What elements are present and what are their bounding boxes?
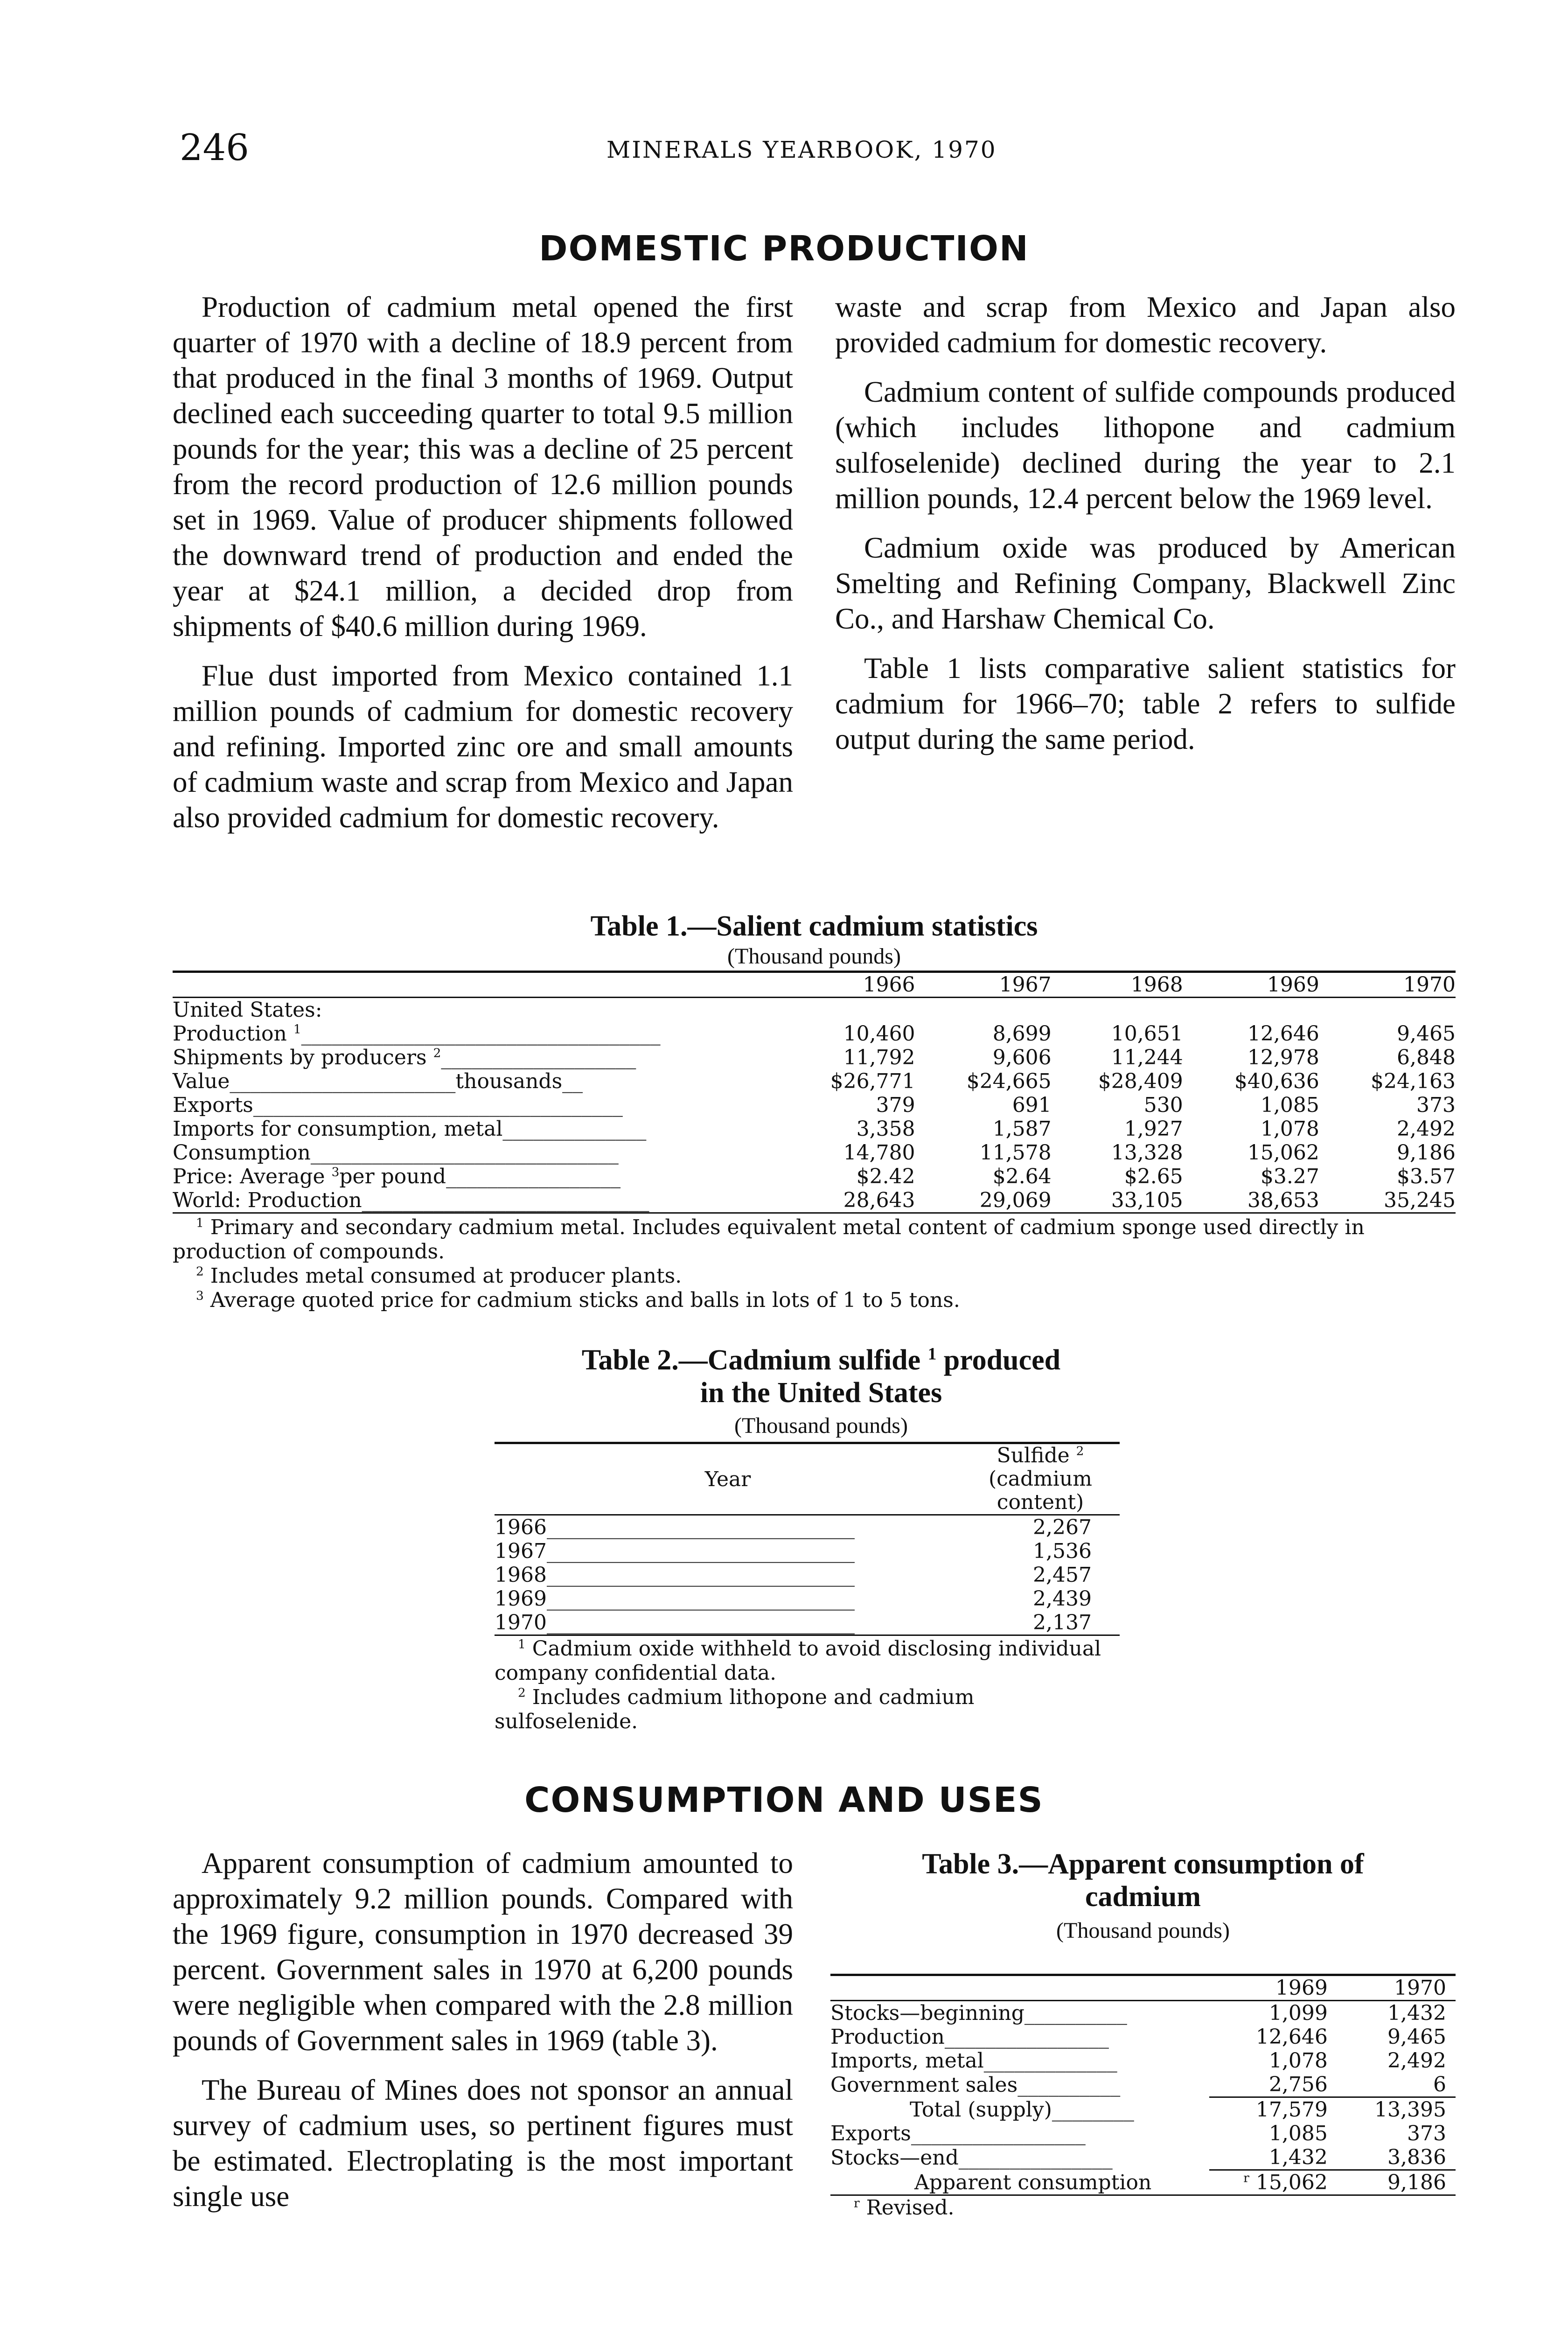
table1-year-1969: 1969 — [1267, 973, 1319, 997]
cell: $26,771 — [830, 1069, 915, 1093]
row-label: Exports — [830, 2122, 911, 2145]
table-row — [495, 1516, 1120, 1539]
table2-col-sulfide-text: content) — [997, 1490, 1084, 1514]
cell: 691 — [1012, 1093, 1052, 1117]
table-row — [495, 1563, 1120, 1587]
table2 — [495, 1442, 1120, 1734]
row-label: Stocks—end — [830, 2145, 959, 2170]
cell: 9,186 — [1387, 2171, 1446, 2194]
cell: $2.65 — [1124, 1165, 1183, 1188]
cell: 1,432 — [1387, 2001, 1446, 2025]
cell: 29,069 — [979, 1188, 1052, 1212]
cell: 1,099 — [1268, 2001, 1328, 2025]
table1-footnote-2 — [173, 1264, 1456, 1288]
footnote-text: Revised. — [859, 2196, 955, 2220]
table-row — [830, 2122, 1456, 2145]
cell: 6 — [1433, 2073, 1446, 2096]
consumption-paragraph-2: The Bureau of Mines does not sponsor an annual survey of cadmium uses, so pertinent figures must be estimated. Electroplating is the most important single use — [173, 2074, 793, 2213]
row-leader: _____________ — [983, 2049, 1117, 2073]
domestic-paragraph-4: Cadmium oxide was produced by American Smelting and Refining Company, Blackwell Zinc Co., and Harshaw Chemical Co. — [835, 531, 1456, 635]
row-label: 1968 — [495, 1563, 547, 1587]
table-row — [830, 2001, 1456, 2025]
cell: 14,780 — [843, 1141, 915, 1165]
cell: 1,927 — [1124, 1117, 1183, 1141]
cell: $3.57 — [1397, 1165, 1456, 1188]
row-leader: ___________________ — [441, 1046, 636, 1069]
cell: 2,492 — [1387, 2049, 1446, 2073]
row-leader: ______________________________ — [546, 1611, 855, 1634]
table-row — [173, 1188, 1456, 1213]
cell: $28,409 — [1098, 1069, 1183, 1093]
cell: 9,465 — [1387, 2025, 1446, 2049]
table1-header-row — [173, 973, 1456, 998]
table-row — [173, 1069, 1456, 1093]
table2-footnotes — [495, 1637, 1120, 1734]
footnote-mark: 3 — [331, 1165, 340, 1180]
table-row — [830, 2073, 1456, 2097]
cell: 9,606 — [992, 1046, 1052, 1069]
row-label: Exports — [173, 1093, 253, 1117]
cell: 12,646 — [1247, 1022, 1319, 1046]
row-leader: _________________ — [911, 2122, 1086, 2145]
cell: 3,358 — [856, 1117, 915, 1141]
cell: 1,587 — [992, 1117, 1052, 1141]
table-row — [830, 2049, 1456, 2073]
row-leader: __________ — [1017, 2073, 1121, 2097]
domestic-paragraph-3: Cadmium content of sulfide compounds produced (which includes lithopone and cadmium sulfoselenide) declined during the year to 2.1 million pounds, 12.4 percent below the 1969 level. — [835, 376, 1456, 515]
row-label: Consumption — [173, 1141, 311, 1165]
cell: 17,579 — [1255, 2098, 1328, 2122]
row-leader: _______________ — [958, 2145, 1113, 2170]
table3-apparent-row — [830, 2171, 1456, 2195]
row-label: Shipments by producers — [173, 1046, 433, 1069]
footnote-mark: 1 — [196, 1215, 204, 1230]
footnote-mark: 2 — [1076, 1444, 1084, 1459]
table-row — [173, 1165, 1456, 1188]
row-label: Total (supply) — [910, 2098, 1052, 2122]
table2-col-sulfide-text: (cadmium — [988, 1467, 1093, 1491]
cell: 379 — [876, 1093, 915, 1117]
cell: 2,457 — [1033, 1563, 1092, 1587]
cell: 6,848 — [1397, 1046, 1456, 1069]
page-number: 246 — [180, 127, 249, 169]
cell: 530 — [1143, 1093, 1183, 1117]
cell: 1,085 — [1268, 2122, 1328, 2145]
table1-footnote-3 — [173, 1288, 1456, 1313]
cell: 13,395 — [1374, 2098, 1446, 2122]
row-leader: ______________________________ — [546, 1587, 855, 1611]
cell: $24,163 — [1371, 1069, 1456, 1093]
footnote-text: Cadmium oxide withheld to avoid disclosing individual company confidential data. — [495, 1637, 1101, 1685]
cell: 11,578 — [979, 1141, 1052, 1165]
footnote-mark: r — [854, 2196, 860, 2211]
running-title: MINERALS YEARBOOK, 1970 — [606, 136, 997, 163]
table-row — [173, 1117, 1456, 1141]
row-leader: ____________________________ — [362, 1188, 649, 1212]
row-leader: __________ — [1024, 2001, 1127, 2025]
cell: 2,439 — [1033, 1587, 1092, 1611]
row-label: Price: Average — [173, 1165, 332, 1188]
table-row — [495, 1587, 1120, 1611]
table3-title-text: Table 3.—Apparent consumption of — [922, 1848, 1364, 1880]
cell: 1,085 — [1260, 1093, 1319, 1117]
table-row — [830, 2025, 1456, 2049]
table2-units: (Thousand pounds) — [734, 1413, 908, 1438]
footnote-mark: 2 — [196, 1264, 204, 1279]
footnote-mark: 2 — [433, 1046, 441, 1061]
table2-title-text: produced — [936, 1344, 1061, 1376]
cell: 9,465 — [1397, 1022, 1456, 1046]
table3-title-text: cadmium — [1085, 1881, 1201, 1913]
table1-year-1968: 1968 — [1130, 973, 1183, 997]
section-heading-domestic: DOMESTIC PRODUCTION — [539, 229, 1029, 269]
cell-value: 15,062 — [1255, 2171, 1328, 2194]
cell: $2.64 — [992, 1165, 1052, 1188]
cell: 8,699 — [992, 1022, 1052, 1046]
row-leader: ____________________________________ — [253, 1093, 623, 1117]
cell: 3,836 — [1387, 2145, 1446, 2169]
row-label: Imports, metal — [830, 2049, 984, 2073]
table2-col-sulfide — [961, 1444, 1120, 1515]
table2-title — [490, 1344, 1152, 1409]
table3-year-1970: 1970 — [1394, 1976, 1446, 2000]
cell: 373 — [1407, 2122, 1446, 2145]
cell: 10,460 — [843, 1022, 915, 1046]
table3-footnote — [830, 2196, 1456, 2220]
row-label: Stocks—beginning — [830, 2001, 1024, 2025]
table1-footnotes — [173, 1215, 1456, 1313]
cell: 38,653 — [1247, 1188, 1319, 1212]
table1-year-1966: 1966 — [863, 973, 915, 997]
cell: 12,646 — [1255, 2025, 1328, 2049]
row-leader: ________________ — [944, 2025, 1109, 2049]
row-label: 1967 — [495, 1539, 547, 1563]
row-label: Government sales — [830, 2073, 1018, 2097]
section-heading-consumption: CONSUMPTION AND USES — [524, 1780, 1044, 1820]
table2-header-row — [495, 1444, 1120, 1515]
domestic-left-column — [173, 289, 793, 834]
cell: 11,244 — [1111, 1046, 1183, 1069]
cell: 2,137 — [1033, 1611, 1092, 1634]
footnote-text: Average quoted price for cadmium sticks and balls in lots of 1 to 5 tons. — [203, 1288, 960, 1312]
row-label: Value — [173, 1069, 230, 1093]
table1-title: Table 1.—Salient cadmium statistics — [590, 910, 1038, 942]
cell: $2.42 — [856, 1165, 915, 1188]
cell: 10,651 — [1111, 1022, 1183, 1046]
table-row — [495, 1611, 1120, 1635]
cell: 28,643 — [843, 1188, 915, 1212]
consumption-left-column — [173, 1845, 793, 2228]
cell: 9,186 — [1397, 1141, 1456, 1165]
footnote-text: Includes metal consumed at producer plants. — [203, 1264, 682, 1288]
table-row — [173, 1046, 1456, 1069]
cell: $40,636 — [1234, 1069, 1319, 1093]
row-label: Imports for consumption, metal — [173, 1117, 503, 1141]
footnote-mark: 3 — [196, 1288, 204, 1303]
table3 — [830, 1974, 1456, 2220]
cell: 11,792 — [843, 1046, 915, 1069]
row-label: Apparent consumption — [914, 2171, 1152, 2194]
cell: $3.27 — [1260, 1165, 1319, 1188]
domestic-paragraph-5: Table 1 lists comparative salient statistics for cadmium for 1966–70; table 2 refers to sulfide output during the same period. — [835, 652, 1456, 755]
footnote-text: Primary and secondary cadmium metal. Includes equivalent metal content of cadmium sponge used directly in production of compounds. — [173, 1215, 1365, 1264]
table1-year-1970: 1970 — [1403, 973, 1456, 997]
domestic-paragraph-2: Flue dust imported from Mexico contained 1.1 million pounds of cadmium for domestic recovery and refining. Imported zinc ore and small amounts of cadmium waste and scrap from Mexico and Japan also provided cadmium for domestic recovery. — [173, 659, 793, 834]
table-row — [173, 1093, 1456, 1117]
cell: 12,978 — [1247, 1046, 1319, 1069]
row-label: Production — [830, 2025, 945, 2049]
table2-footnote-1 — [495, 1637, 1120, 1685]
footnote-mark: 1 — [518, 1637, 526, 1652]
cell: 15,062 — [1247, 1141, 1319, 1165]
table1-year-1967: 1967 — [999, 973, 1052, 997]
footnote-mark: 2 — [518, 1685, 526, 1700]
row-label: World: Production — [173, 1188, 362, 1212]
domestic-paragraph-1: Production of cadmium metal opened the first quarter of 1970 with a decline of 18.9 percent from that produced in the final 3 months of 1969. Output declined each succeeding quarter to total 9.5 million pounds for the year; this was a decline of 25 percent from the record production of 12.6 million pounds set in 1969. Value of producer shipments followed the downward trend of production and ended the year at $24.1 million, a decided drop from shipments of $40.6 million during 1969. — [173, 291, 793, 643]
table3-year-1969: 1969 — [1275, 1976, 1328, 2000]
row-leader: ______________________________ — [546, 1516, 855, 1539]
row-leader: ______________________________ — [310, 1141, 619, 1165]
footnote-mark: 1 — [293, 1022, 301, 1037]
cell: 2,756 — [1268, 2073, 1328, 2096]
row-leader: ___________________________________ — [301, 1022, 661, 1046]
cell: 1,078 — [1260, 1117, 1319, 1141]
row-label: Production — [173, 1022, 293, 1046]
table1-units: (Thousand pounds) — [727, 944, 901, 969]
table1 — [173, 971, 1456, 1313]
row-leader: ______________ — [502, 1117, 647, 1141]
cell: 2,492 — [1397, 1117, 1456, 1141]
table3-units: (Thousand pounds) — [1056, 1918, 1230, 1943]
cell: 373 — [1416, 1093, 1456, 1117]
revised-mark: r — [1243, 2171, 1249, 2186]
row-leader: per pound_________________ — [339, 1165, 621, 1188]
cell: 1,432 — [1268, 2145, 1328, 2169]
row-leader: ______________________________ — [546, 1563, 855, 1587]
table3-header-row — [830, 1976, 1456, 2001]
row-leader: ______________________thousands__ — [230, 1069, 583, 1093]
table3-total-row — [830, 2098, 1456, 2122]
table1-footnote-1 — [173, 1215, 1456, 1264]
table-row — [173, 1141, 1456, 1165]
cell: 13,328 — [1111, 1141, 1183, 1165]
row-leader: ______________________________ — [546, 1539, 855, 1563]
cell: 1,078 — [1268, 2049, 1328, 2073]
row-label: 1969 — [495, 1587, 547, 1611]
table1-group-row — [173, 998, 1456, 1022]
consumption-paragraph-1: Apparent consumption of cadmium amounted to approximately 9.2 million pounds. Compared with the 1969 figure, consumption in 1970 decreased 39 percent. Government sales in 1970 at 6,200 pounds were negligible when compared with the 2.8 million pounds of Government sales in 1969 (table 3). — [173, 1847, 793, 2057]
table-row — [830, 2145, 1456, 2170]
table2-title-text: Table 2.—Cadmium sulfide — [581, 1344, 928, 1376]
table-row — [173, 1022, 1456, 1046]
row-label: 1970 — [495, 1611, 547, 1634]
cell — [1209, 2171, 1328, 2195]
table-row — [495, 1539, 1120, 1563]
table2-title-text: in the United States — [700, 1377, 942, 1409]
row-leader: ________ — [1052, 2098, 1134, 2122]
table2-col-year: Year — [704, 1467, 751, 1491]
domestic-paragraph-2-continued: waste and scrap from Mexico and Japan also provided cadmium for domestic recovery. — [835, 291, 1456, 359]
cell: 2,267 — [1033, 1516, 1092, 1539]
table2-footnote-2 — [495, 1685, 1120, 1734]
table2-col-sulfide-text: Sulfide — [997, 1444, 1076, 1467]
cell: 1,536 — [1033, 1539, 1092, 1563]
row-label: 1966 — [495, 1516, 547, 1539]
footnote-text: Includes cadmium lithopone and cadmium sulfoselenide. — [495, 1685, 975, 1733]
cell: $24,665 — [966, 1069, 1052, 1093]
table3-title — [830, 1848, 1456, 1913]
domestic-right-column — [835, 289, 1456, 771]
table1-group-label: United States: — [173, 998, 322, 1022]
cell: 35,245 — [1384, 1188, 1456, 1212]
footnote-mark: 1 — [927, 1344, 937, 1364]
cell: 33,105 — [1111, 1188, 1183, 1212]
